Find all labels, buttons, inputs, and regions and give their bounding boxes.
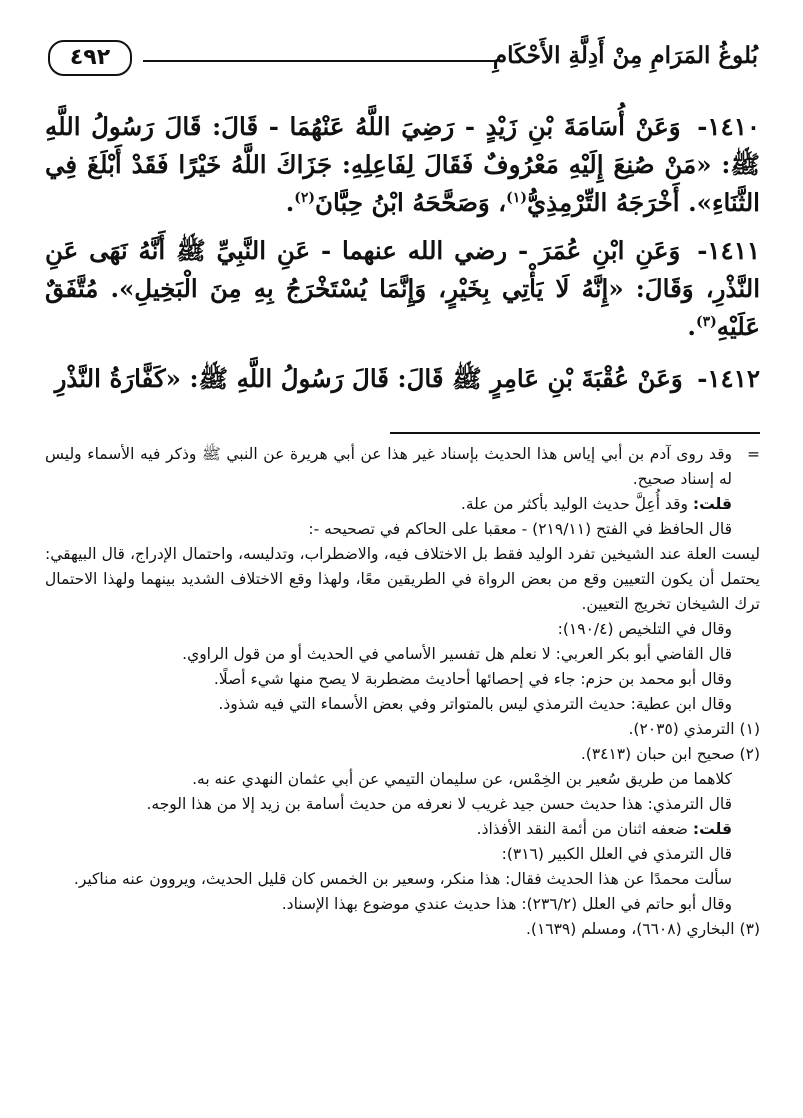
header-divider (143, 60, 496, 62)
footnote-divider (390, 432, 760, 434)
footnote-ref: (٣) (695, 313, 717, 330)
note-line: قال الترمذي في العلل الكبير (٣١٦): (501, 845, 732, 863)
running-header (48, 36, 758, 82)
footnote-ref: (٢) (294, 189, 315, 206)
note-line: سألت محمدًا عن هذا الحديث فقال: هذا منكر، وسعير بن الخمس كان قليل الحديث، ويروون عنه مناكير. (73, 870, 732, 888)
footnote-text: البخاري (٦٦٠٨)، ومسلم (١٦٣٩). (525, 920, 735, 938)
note-line: قال القاضي أبو بكر العربي: لا نعلم هل تفسير الأسامي في الحديث أو من قول الراوي. (182, 645, 732, 663)
hadith-text: وَعَنْ أُسَامَةَ بْنِ زَيْدٍ - رَضِيَ اللَّهُ عَنْهُمَا - قَالَ: قَالَ رَسُولُ اللَّهِ ﷺ: «مَنْ صُنِعَ إِلَيْهِ مَعْرُوفٌ فَقَالَ لِفَاعِلِهِ: جَزَاكَ اللَّهُ خَيْرًا فَقَدْ أَبْلَغَ فِي الثَّنَاءِ». أَخْرَجَهُ التِّرْمِذِيُّ (45, 112, 760, 217)
note-text: ضعفه اثنان من أئمة النقد الأفذاذ. (476, 820, 693, 838)
sentence-end: . (285, 188, 295, 217)
hadith-number: ١٤١٠- (697, 112, 761, 141)
hadith-number: ١٤١٢- (697, 364, 760, 393)
footnote-number: (٢) (739, 745, 760, 763)
qultu-label: قلت: (692, 495, 732, 513)
footnote-3 (45, 917, 760, 942)
hadith-1412 (45, 360, 760, 398)
hadith-number: ١٤١١- (697, 236, 761, 265)
footnote-number: (١) (739, 720, 760, 738)
hadith-1410 (45, 108, 760, 222)
note-line: قال الترمذي: هذا حديث حسن جيد غريب لا نعرفه من حديث أسامة بن زيد إلا من هذا الوجه. (146, 795, 732, 813)
note-line: وقال أبو محمد بن حزم: جاء في إحصائها أحاديث مضطربة لا يصح منها شيء أصلًا. (213, 670, 732, 688)
hadith-text: ، وَصَحَّحَهُ ابْنُ حِبَّانَ (315, 188, 507, 217)
note-line: وقال في التلخيص (١٩٠/٤): (557, 620, 732, 638)
note-line: وقال أبو حاتم في العلل (٢٣٦/٢): هذا حديث عندي موضوع بهذا الإسناد. (281, 895, 732, 913)
page-number: ٤٩٢ (48, 40, 132, 76)
footnote-ref: (١) (506, 189, 527, 206)
note-line (45, 817, 760, 842)
footnote-2 (45, 742, 760, 767)
book-title: بُلوغُ المَرَامِ مِنْ أَدِلَّةِ الأَحْكَامِ (492, 42, 758, 69)
sentence-end: . (687, 312, 696, 341)
footnotes (45, 442, 760, 942)
hadith-1411 (45, 232, 760, 346)
hadith-text: وَعَنْ عُقْبَةَ بْنِ عَامِرٍ ﷺ قَالَ: قَالَ رَسُولُ اللَّهِ ﷺ: «كَفَّارَةُ النَّذْرِ (54, 364, 683, 393)
quoted-paragraph: ليست العلة عند الشيخين تفرد الوليد فقط بل الاختلاف فيه، والاضطراب، وتدليسه، واحتمال الإدراج، قال البيهقي: يحتمل أن يكون التعيين وقع من بعض الرواة في الطريقين معًا، ولهذا وقع الاختلاف الشديد بينهما ولهذا الاحتمال ترك الشيخان تخريج التعيين. (45, 545, 760, 613)
continued-note (45, 442, 760, 492)
hadith-text: وَعَنِ ابْنِ عُمَرَ - رضي الله عنهما - عَنِ النَّبِيِّ ﷺ أَنَّهُ نَهَى عَنِ النَّذْرِ، وَقَالَ: «إِنَّهُ لَا يَأْتِي بِخَيْرٍ، وَإِنَّمَا يُسْتَخْرَجُ بِهِ مِنَ الْبَخِيلِ». مُتَّفَقٌ عَلَيْهِ (45, 236, 760, 341)
qultu-label: قلت: (692, 820, 732, 838)
note-line (45, 492, 760, 517)
footnote-text: الترمذي (٢٠٣٥). (628, 720, 735, 738)
note-line: كلاهما من طريق سُعير بن الخِمْس، عن سليمان التيمي عن أبي عثمان النهدي عنه به. (192, 770, 732, 788)
footnote-number: (٣) (739, 920, 760, 938)
footnote-1 (45, 717, 760, 742)
note-text: وقد أُعِلَّ حديث الوليد بأكثر من علة. (460, 495, 693, 513)
note-line: وقال ابن عطية: حديث الترمذي ليس بالمتواتر وفي بعض الأسماء التي فيه شذوذ. (218, 695, 732, 713)
note-text: وقد روى آدم بن أبي إياس هذا الحديث بإسناد غير هذا عن أبي هريرة عن النبي ﷺ وذكر فيه الأسماء وليس له إسناد صحيح. (45, 445, 732, 488)
note-line: قال الحافظ في الفتح (٢١٩/١١) - معقبا على الحاكم في تصحيحه -: (308, 520, 732, 538)
continuation-mark: = (747, 445, 760, 463)
footnote-text: صحيح ابن حبان (٣٤١٣). (580, 745, 735, 763)
